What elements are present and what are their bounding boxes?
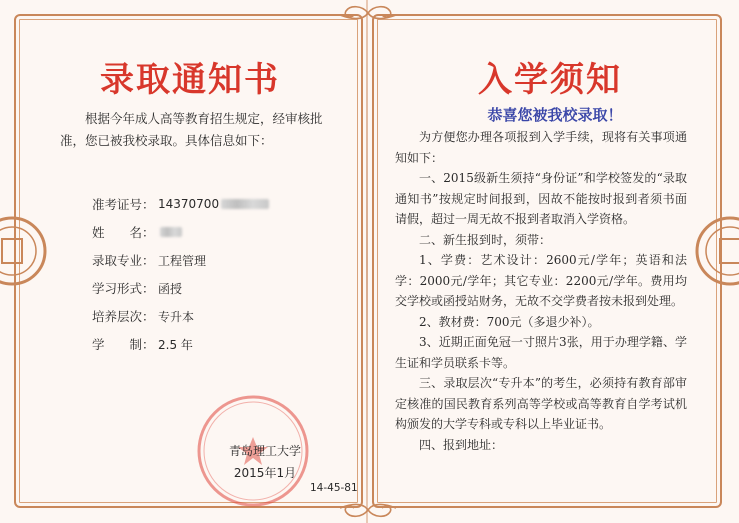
notice-paragraph: 3、近期正面免冠一寸照片3张，用于办理学籍、学生证和学员联系卡等。 — [395, 335, 687, 370]
right-edge-seal-icon — [694, 215, 739, 287]
redacted-name — [160, 227, 182, 237]
issue-date: 2015年1月 — [233, 466, 297, 480]
left-edge-seal-icon — [0, 215, 48, 287]
school-name: 青岛理工大学 — [228, 444, 301, 458]
duration-label: 学 制： — [92, 337, 155, 352]
redacted-block — [221, 199, 269, 209]
notice-paragraph: 三、录取层次“专升本”的考生，必须持有教育部审定核准的国民教育系列高等学校或高等教育自学考试机构颁发的大学专科或专科以上毕业证书。 — [395, 376, 687, 431]
level-value: 专升本 — [158, 309, 195, 324]
notice-paragraph: 四、报到地址： — [419, 437, 504, 452]
notice-paragraph: 为方便您办理各项报到入学手续，现将有关事项通知如下： — [395, 130, 687, 165]
serial-number: 14-45-81 — [310, 482, 358, 494]
notice-paragraph: 1、学费：艺术设计：2600元/学年；英语和法学：2000元/学年；其它专业：2200元/学年。费用均交学校或函授站财务，无故不交学费者按未报到处理。 — [395, 253, 687, 308]
signature-block — [205, 440, 325, 484]
major-label: 录取专业： — [92, 253, 155, 268]
top-ornament-icon — [336, 4, 400, 22]
exam-number-value: 1437070​0 — [158, 197, 220, 211]
admission-intro: 根据今年成人高等教育招生规定，经审核批准，您已被我校录取。具体信息如下： — [60, 111, 323, 148]
name-row — [92, 218, 342, 246]
study-form-row — [92, 274, 342, 302]
study-form-label: 学习形式： — [92, 281, 155, 296]
duration-value: 2.5 年 — [158, 337, 193, 352]
notice-title: 入学须知 — [478, 60, 622, 100]
bottom-ornament-icon — [336, 501, 400, 519]
notice-paragraph: 一、2015级新生须持“身份证”和学校签发的“录取通知书”按规定时间报到，因故不能按时报到者须书面请假，超过一周无故不报到者取消入学资格。 — [395, 171, 687, 226]
name-label: 姓 名： — [92, 225, 155, 240]
congratulations-line: 恭喜您被我校录取！ — [487, 106, 623, 124]
page-fold — [366, 0, 368, 523]
study-form-value: 函授 — [158, 281, 183, 296]
exam-number-row — [92, 190, 342, 218]
exam-number-label: 准考证号： — [92, 197, 155, 212]
notice-paragraph: 二、新生报到时，须带： — [419, 232, 552, 247]
level-row — [92, 302, 342, 330]
enrollment-notice — [395, 127, 687, 455]
admission-info-list — [92, 190, 342, 358]
major-value: 工程管理 — [158, 253, 207, 268]
notice-paragraph: 2、教材费：700元（多退少补）。 — [419, 314, 600, 329]
admission-title: 录取通知书 — [100, 60, 280, 100]
duration-row — [92, 330, 342, 358]
level-label: 培养层次： — [92, 309, 155, 324]
major-row — [92, 246, 342, 274]
